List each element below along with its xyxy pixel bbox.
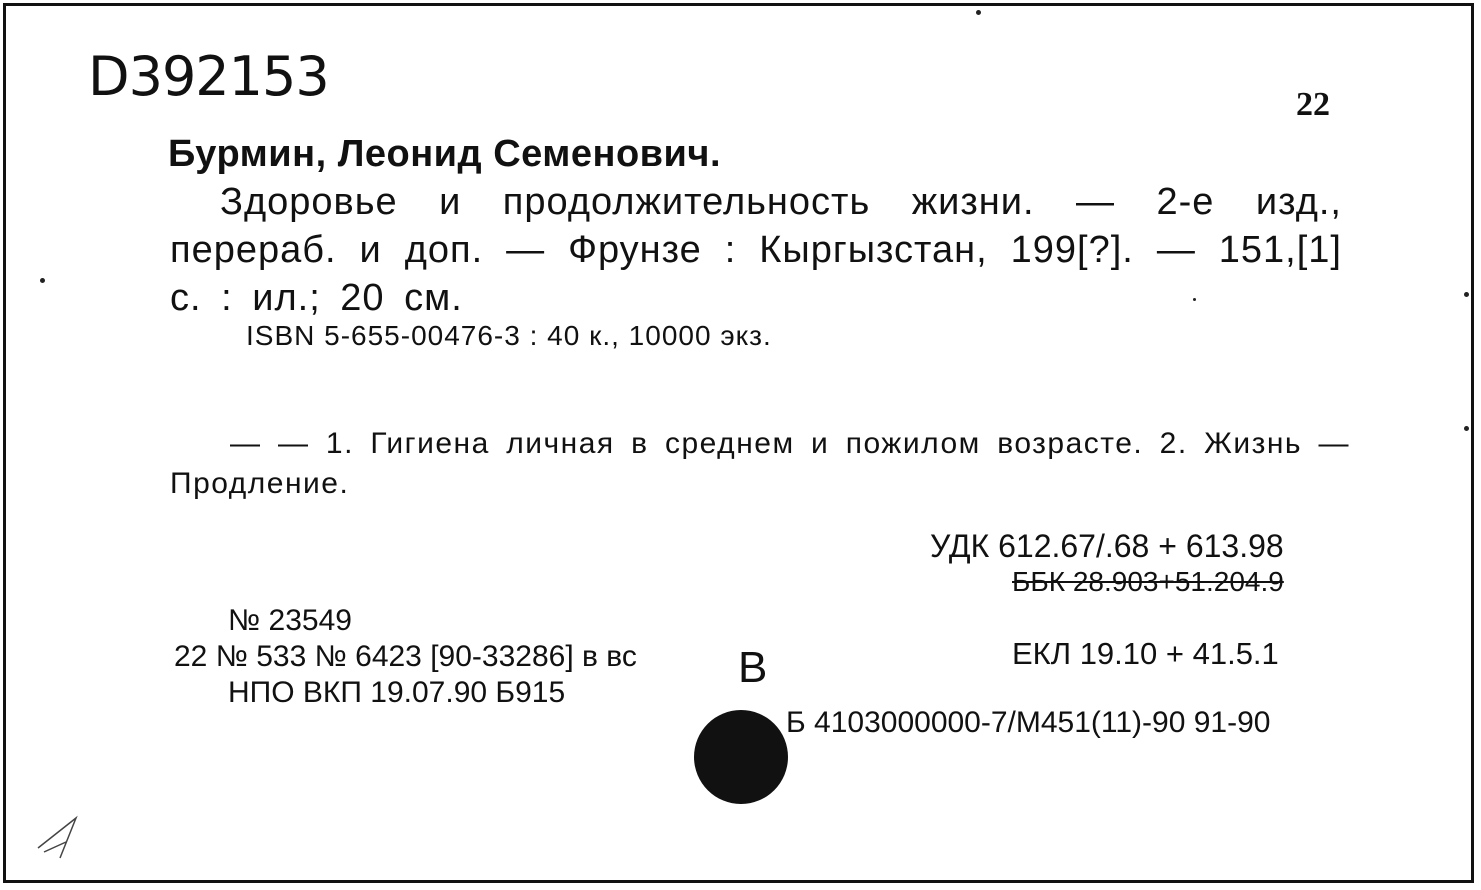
isbn-line: ISBN 5-655-00476-3 : 40 к., 10000 экз. xyxy=(246,320,772,351)
ink-speck xyxy=(1464,426,1469,431)
organization-line: НПО ВКП 19.07.90 Б915 xyxy=(228,676,566,709)
call-number: D392153 xyxy=(88,45,329,108)
punch-hole xyxy=(694,710,788,804)
order-line: 22 № 533 № 6423 [90-33286] в вс xyxy=(174,640,637,673)
publisher-code: Б 4103000000-7/М451(11)-90 91-90 xyxy=(786,706,1271,739)
entry-number: № 23549 xyxy=(228,604,352,637)
ink-speck xyxy=(1464,292,1469,297)
ink-speck xyxy=(40,278,45,283)
udc-code: УДК 612.67/.68 + 613.98 xyxy=(930,528,1284,564)
subject-headings: — — 1. Гигиена личная в среднем и пожилом возрасте. 2. Жизнь — Продление. xyxy=(170,427,1350,500)
bbk-code: ББК 28.903+51.204.9 xyxy=(1012,566,1284,597)
handwritten-letter: В xyxy=(738,643,768,692)
pencil-mark-icon xyxy=(30,808,90,868)
ink-speck xyxy=(976,10,981,15)
bibliographic-description: Здоровье и продолжительность жизни. — 2-е изд., перераб. и доп. — Фрунзе : Кыргызстан, 199[?]. — 151,[1] с. : ил.; 20 см. xyxy=(170,181,1342,319)
corner-number: 22 xyxy=(1296,86,1330,123)
author-heading: Бурмин, Леонид Семенович. xyxy=(168,133,722,175)
ekl-code: ЕКЛ 19.10 + 41.5.1 xyxy=(1012,636,1279,671)
ink-speck xyxy=(1193,298,1196,301)
